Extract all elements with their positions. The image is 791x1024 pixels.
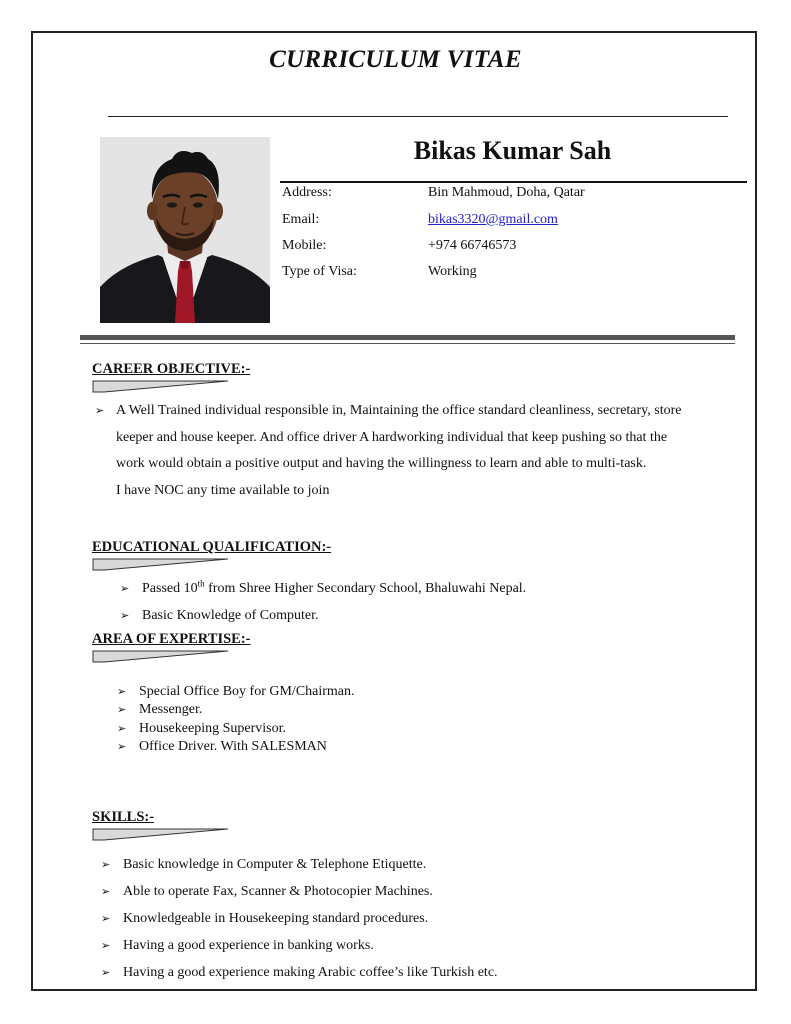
expertise-text: Special Office Boy for GM/Chairman.: [139, 684, 355, 699]
education-list: [120, 575, 527, 629]
skill-text: Knowledgeable in Housekeeping standard procedures.: [123, 911, 429, 926]
section-heading: AREA OF EXPERTISE:-: [92, 631, 251, 647]
arrow-bullet-icon: ➢: [101, 858, 111, 871]
arrow-bullet-icon: ➢: [117, 703, 127, 717]
career-line: I have NOC any time available to join: [116, 482, 330, 498]
section-heading: SKILLS:-: [92, 809, 155, 825]
contact-value: +974 66746573: [428, 238, 517, 253]
list-item: [120, 575, 527, 602]
arrow-bullet-icon: ➢: [101, 912, 111, 925]
list-item: [101, 932, 498, 959]
career-line: keeper and house keeper. And office driver A hardworking individual that keep pushing so that the: [116, 429, 668, 445]
list-item: [117, 720, 355, 738]
expertise-text: Office Driver. With SALESMAN: [139, 738, 327, 754]
heading-flag-icon: [92, 379, 232, 393]
arrow-bullet-icon: ➢: [117, 739, 127, 753]
expertise-list: [117, 683, 355, 756]
contact-label: Address:: [282, 185, 332, 200]
list-item: [101, 851, 498, 878]
list-item: [101, 905, 498, 932]
list-item: [117, 701, 355, 719]
arrow-bullet-icon: ➢: [120, 609, 130, 622]
skills-heading: [92, 808, 232, 841]
email-link[interactable]: bikas3320@gmail.com: [428, 212, 558, 227]
header-separator: [80, 335, 735, 340]
contact-label: Email:: [282, 212, 320, 227]
arrow-bullet-icon: ➢: [95, 404, 105, 417]
list-item: [117, 738, 355, 756]
list-item: [120, 602, 526, 629]
header-separator-thin: [80, 343, 735, 344]
skills-list: [101, 851, 498, 986]
contact-label: Mobile:: [282, 238, 327, 253]
arrow-bullet-icon: ➢: [120, 582, 130, 595]
list-item: [117, 683, 355, 701]
expertise-text: Housekeeping Supervisor.: [139, 720, 286, 736]
title-underline: [108, 116, 728, 117]
list-item: [101, 878, 498, 905]
career-line: work would obtain a positive output and having the willingness to learn and able to multi-task.: [116, 456, 647, 471]
expertise-text: Messenger.: [139, 702, 203, 718]
education-text: Basic Knowledge of Computer.: [142, 608, 319, 623]
page-title: CURRICULUM VITAE: [269, 46, 522, 73]
education-heading: [92, 538, 331, 571]
arrow-bullet-icon: ➢: [117, 721, 127, 735]
heading-flag-icon: [92, 649, 232, 663]
contact-label: Type of Visa:: [282, 264, 357, 279]
section-heading: CAREER OBJECTIVE:-: [92, 361, 251, 377]
career-objective-heading: [92, 360, 250, 393]
heading-flag-icon: [92, 827, 232, 841]
skill-text: Basic knowledge in Computer & Telephone Etiquette.: [123, 857, 427, 872]
arrow-bullet-icon: ➢: [101, 939, 111, 952]
arrow-bullet-icon: ➢: [101, 885, 111, 898]
section-heading: EDUCATIONAL QUALIFICATION:-: [92, 539, 332, 555]
skill-text: Having a good experience in banking works.: [123, 938, 374, 953]
heading-flag-icon: [92, 557, 232, 571]
career-line: A Well Trained individual responsible in, Maintaining the office standard cleanliness, secretary, store: [116, 403, 682, 418]
contact-value: Bin Mahmoud, Doha, Qatar: [428, 185, 585, 200]
profile-photo-drawing: [100, 137, 270, 323]
education-text: Passed 10: [142, 581, 198, 596]
candidate-name: Bikas Kumar Sah: [413, 136, 612, 165]
career-objective-text: [116, 398, 746, 504]
ordinal-suffix: th: [197, 578, 205, 589]
arrow-bullet-icon: ➢: [117, 685, 127, 698]
skill-text: Able to operate Fax, Scanner & Photocopier Machines.: [123, 884, 433, 899]
profile-photo: [100, 137, 270, 323]
skill-text: Having a good experience making Arabic coffee’s like Turkish etc.: [123, 965, 498, 980]
expertise-heading: [92, 630, 250, 663]
arrow-bullet-icon: ➢: [101, 966, 111, 979]
education-text: from Shree Higher Secondary School, Bhaluwahi Nepal.: [204, 581, 527, 596]
list-item: [101, 959, 498, 986]
contact-value: Working: [428, 264, 477, 279]
